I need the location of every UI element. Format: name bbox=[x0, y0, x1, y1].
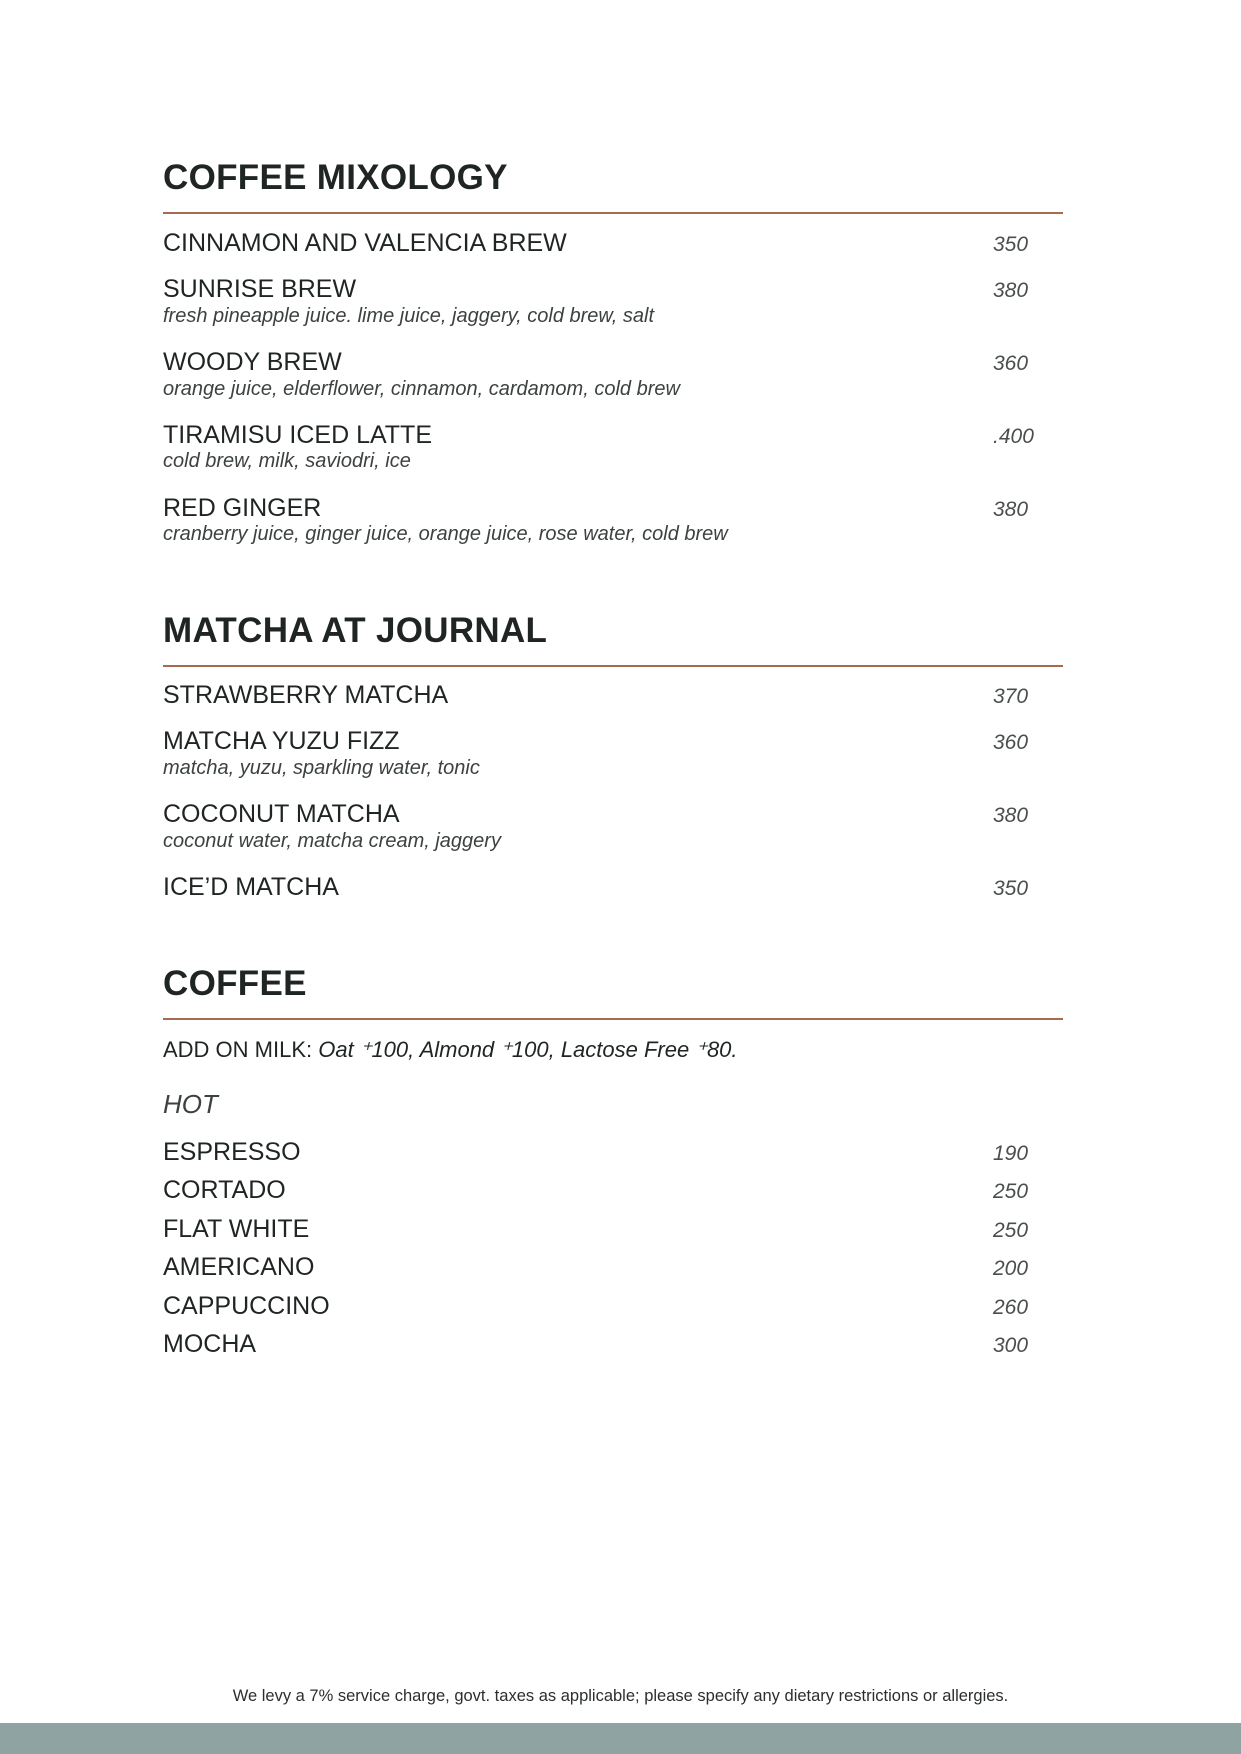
menu-item-price: 250 bbox=[993, 1219, 1029, 1242]
menu-item-price: 250 bbox=[993, 1180, 1029, 1203]
add-on-milk-line bbox=[163, 1035, 738, 1065]
menu-item-name: ESPRESSO bbox=[163, 1138, 301, 1166]
section-coffee-mixology bbox=[163, 156, 1063, 545]
section-divider bbox=[163, 212, 1063, 214]
menu-item-price: 360 bbox=[993, 731, 1029, 754]
menu-item-description: matcha, yuzu, sparkling water, tonic bbox=[163, 757, 480, 779]
menu-item-name: MATCHA YUZU FIZZ bbox=[163, 727, 400, 755]
menu-item-price: .400 bbox=[993, 425, 1034, 448]
menu-item-name: CAPPUCCINO bbox=[163, 1292, 330, 1320]
section-matcha bbox=[163, 609, 1063, 901]
menu-item-name: RED GINGER bbox=[163, 494, 322, 522]
menu-item-price: 370 bbox=[993, 685, 1029, 708]
subsection-heading-hot: HOT bbox=[163, 1089, 218, 1119]
menu-item-description: cold brew, milk, saviodri, ice bbox=[163, 450, 411, 472]
menu-item-price: 350 bbox=[993, 877, 1029, 900]
menu-item-name: MOCHA bbox=[163, 1330, 257, 1358]
menu-item-name: CORTADO bbox=[163, 1176, 286, 1204]
menu-item-description: cranberry juice, ginger juice, orange juice, rose water, cold brew bbox=[163, 523, 728, 545]
menu-item-name: TIRAMISU ICED LATTE bbox=[163, 421, 433, 449]
menu-item-name: SUNRISE BREW bbox=[163, 275, 357, 303]
menu-item-name: ICE’D MATCHA bbox=[163, 873, 339, 901]
menu-item-price: 350 bbox=[993, 233, 1029, 256]
section-title: MATCHA AT JOURNAL bbox=[163, 611, 548, 650]
menu-item-name: FLAT WHITE bbox=[163, 1215, 310, 1243]
menu-item-description: orange juice, elderflower, cinnamon, cardamom, cold brew bbox=[163, 378, 680, 400]
section-title: COFFEE MIXOLOGY bbox=[163, 158, 508, 197]
menu-item-price: 190 bbox=[993, 1142, 1029, 1165]
menu-item-price: 200 bbox=[993, 1257, 1029, 1280]
service-charge-note: We levy a 7% service charge, govt. taxes as applicable; please specify any dietary restrictions or allergies. bbox=[232, 1687, 1009, 1705]
menu-item-price: 260 bbox=[993, 1296, 1029, 1319]
menu-item-name: COCONUT MATCHA bbox=[163, 800, 400, 828]
section-divider bbox=[163, 1018, 1063, 1020]
section-divider bbox=[163, 665, 1063, 667]
menu-item-name: WOODY BREW bbox=[163, 348, 342, 376]
menu-item-price: 380 bbox=[993, 279, 1029, 302]
footer-band bbox=[0, 1723, 1241, 1754]
menu-item-name: STRAWBERRY MATCHA bbox=[163, 681, 449, 709]
menu-item-price: 360 bbox=[993, 352, 1029, 375]
section-title: COFFEE bbox=[163, 964, 307, 1003]
menu-item-price: 380 bbox=[993, 498, 1029, 521]
menu-item-name: CINNAMON AND VALENCIA BREW bbox=[163, 229, 567, 257]
add-on-label: ADD ON MILK: bbox=[163, 1037, 313, 1062]
section-coffee bbox=[163, 962, 1063, 1358]
add-on-values: Oat ⁺100, Almond ⁺100, Lactose Free ⁺80. bbox=[318, 1037, 738, 1062]
menu-item-description: coconut water, matcha cream, jaggery bbox=[163, 830, 501, 852]
menu-item-price: 380 bbox=[993, 804, 1029, 827]
menu-item-price: 300 bbox=[993, 1334, 1029, 1357]
menu-item-description: fresh pineapple juice. lime juice, jaggery, cold brew, salt bbox=[163, 305, 654, 327]
menu-item-name: AMERICANO bbox=[163, 1253, 315, 1281]
